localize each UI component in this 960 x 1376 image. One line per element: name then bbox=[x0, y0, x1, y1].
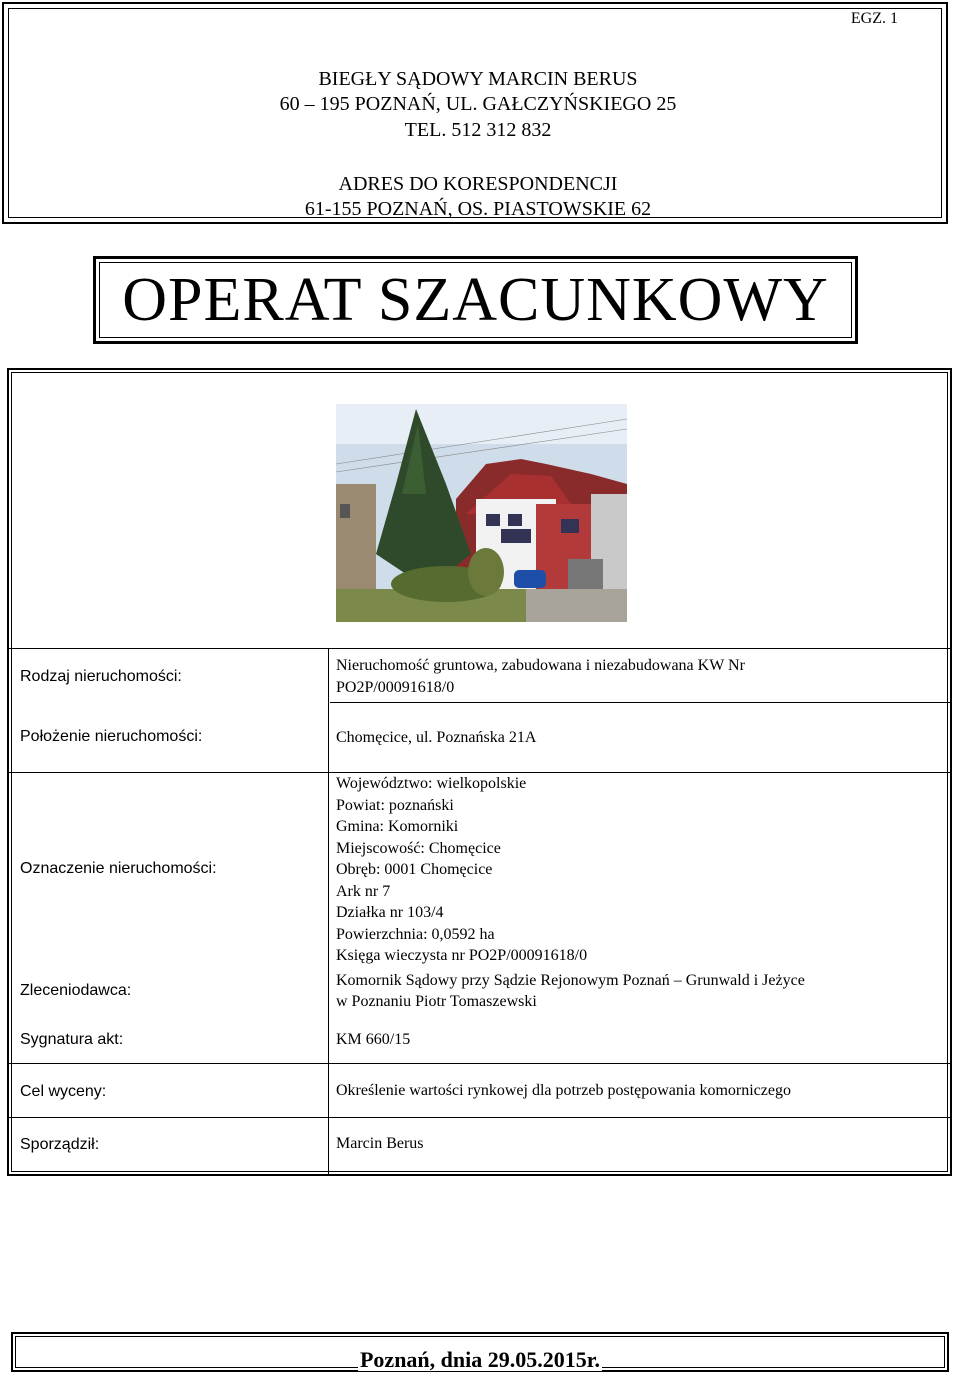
value-location: Chomęcice, ul. Poznańska 21A bbox=[336, 729, 537, 746]
date-box bbox=[11, 1332, 949, 1372]
label-purpose: Cel wyceny: bbox=[20, 1083, 107, 1100]
footer-date: Poznań, dnia 29.05.2015r. bbox=[359, 1347, 600, 1372]
label-designation: Oznaczenie nieruchomości: bbox=[20, 860, 217, 877]
designation-line: Obręb: 0001 Chomęcice bbox=[336, 861, 493, 878]
value-client-line2: w Poznaniu Piotr Tomaszewski bbox=[336, 993, 537, 1010]
value-designation-list bbox=[336, 773, 587, 967]
designation-line: Ark nr 7 bbox=[336, 882, 391, 900]
property-photo bbox=[336, 404, 627, 622]
value-purpose: Określenie wartości rynkowej dla potrzeb postępowania komorniczego bbox=[336, 1082, 791, 1099]
value-prepared-by: Marcin Berus bbox=[336, 1135, 424, 1152]
document-title: OPERAT SZACUNKOWY bbox=[122, 266, 829, 334]
designation-line: Powiat: poznański bbox=[336, 796, 454, 814]
expert-name: BIEGŁY SĄDOWY MARCIN BERUS bbox=[318, 68, 638, 90]
designation-line: Powierzchnia: 0,0592 ha bbox=[336, 925, 495, 943]
label-prepared-by: Sporządził: bbox=[20, 1136, 100, 1153]
label-case-number: Sygnatura akt: bbox=[20, 1031, 124, 1048]
label-property-type: Rodzaj nieruchomości: bbox=[20, 668, 182, 685]
copy-number: EGZ. 1 bbox=[850, 10, 898, 27]
value-case-number: KM 660/15 bbox=[336, 1031, 411, 1048]
designation-line: Miejscowość: Chomęcice bbox=[336, 839, 501, 857]
correspondence-address: 61-155 POZNAŃ, OS. PIASTOWSKIE 62 bbox=[304, 198, 652, 220]
value-property-type-line1: Nieruchomość gruntowa, zabudowana i niezabudowana KW Nr bbox=[336, 657, 745, 674]
value-property-type-line2: PO2P/00091618/0 bbox=[336, 679, 455, 696]
label-location: Położenie nieruchomości: bbox=[20, 728, 203, 745]
label-client: Zleceniodawca: bbox=[20, 982, 132, 999]
value-client-line1: Komornik Sądowy przy Sądzie Rejonowym Poznań – Grunwald i Jeżyce bbox=[336, 972, 805, 989]
expert-phone: TEL. 512 312 832 bbox=[404, 119, 552, 141]
designation-line: Działka nr 103/4 bbox=[336, 904, 444, 921]
title-box bbox=[93, 256, 858, 344]
designation-line: Województwo: wielkopolskie bbox=[336, 775, 527, 792]
designation-line: Gmina: Komorniki bbox=[336, 818, 459, 835]
designation-line: Księga wieczysta nr PO2P/00091618/0 bbox=[336, 947, 588, 964]
correspondence-heading: ADRES DO KORESPONDENCJI bbox=[338, 173, 618, 195]
expert-address: 60 – 195 POZNAŃ, UL. GAŁCZYŃSKIEGO 25 bbox=[279, 93, 677, 115]
